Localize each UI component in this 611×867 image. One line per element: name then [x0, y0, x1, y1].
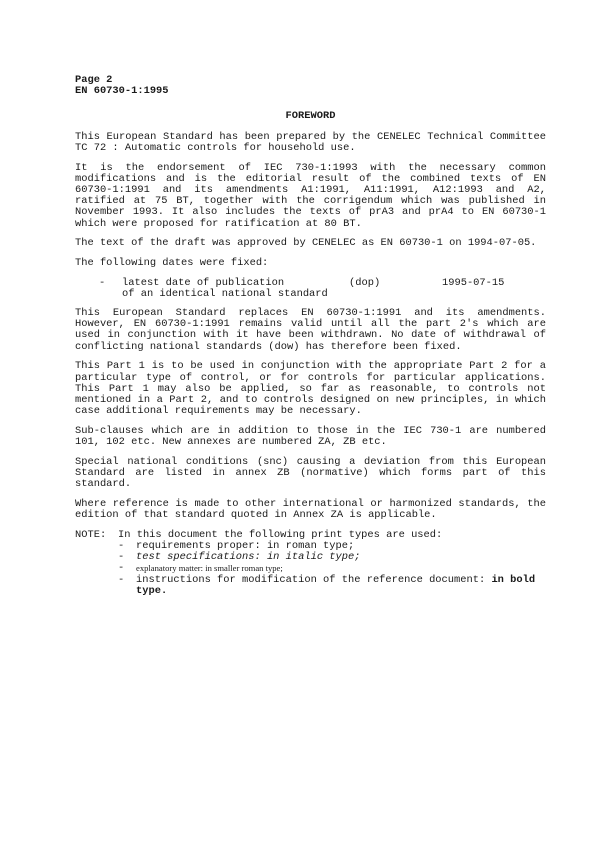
note-intro: In this document the following print types are used: — [118, 528, 443, 541]
list-item: - test specifications: in italic type; — [118, 551, 361, 564]
paragraph-1: This European Standard has been prepared by the CENELEC Technical Committee TC 72 : Automatic controls for household use. — [75, 130, 546, 154]
note-list — [118, 541, 546, 597]
paragraph-7: Sub-clauses which are in addition to those in the IEC 730-1 are numbered 101, 102 etc. New annexes are numbered ZA, ZB etc. — [75, 424, 546, 449]
date-value: 1995-07-15 — [442, 276, 505, 289]
date-label-continuation: of an identical national standard — [122, 287, 328, 300]
paragraph-5: This European Standard replaces EN 60730-1:1991 and its amendments. However, EN 60730-1:1991 remains valid until all the part 2's which are used in conjunction with it have been withdrawn. No date of withdrawal of conflicting national standards (dow) has therefore been fixed. — [75, 307, 546, 353]
page-title: FOREWORD — [285, 110, 336, 123]
note-block — [75, 530, 546, 597]
list-dash: - — [99, 276, 106, 289]
note-label: NOTE: — [75, 528, 107, 541]
paragraph-8: Special national conditions (snc) causing a deviation from this European Standard are listed in annex ZB (normative) which forms part of this standard. — [75, 455, 546, 491]
paragraph-6: This Part 1 is to be used in conjunction with the appropriate Part 2 for a particular type of control, or for controls for particular applications. This Part 1 may also be applied, so far as reasonable, to controls not mentioned in a Part 2, and to controls designed on new principles, in which case additional requirements may be necessary. — [75, 360, 546, 418]
list-item: - requirements proper: in roman type; — [118, 540, 355, 552]
date-abbreviation: (dop) — [349, 276, 381, 289]
date-label: latest date of publication — [122, 276, 285, 289]
page-number: Page 2 — [75, 74, 113, 86]
paragraph-9: Where reference is made to other international or harmonized standards, the edition of that standard quoted in Annex ZA is applicable. — [75, 497, 546, 522]
document-page — [75, 75, 546, 597]
list-item: - explanatory matter: in smaller roman type; — [118, 562, 283, 575]
standard-number: EN 60730-1:1995 — [75, 85, 169, 98]
paragraph-3: The text of the draft was approved by CENELEC as EN 60730-1 on 1994-07-05. — [75, 237, 537, 250]
paragraph-2: It is the endorsement of IEC 730-1:1993 with the necessary common modifications and is the editorial result of the combined texts of EN 60730-1:1991 and its amendments A1:1991, A11:1991, A12:1993 and A2, ratified at 75 BT, together with the corrigendum which was published in November 1993. It also includes the texts of prA3 and prA4 to EN 60730-1 which were proposed for ratification at 80 BT. — [75, 161, 546, 230]
list-item: - instructions for modification of the reference document: in bold type. — [118, 573, 536, 597]
note-item-bold: in bold type. — [136, 573, 536, 597]
note-item-text: instructions for modification of the reference document: — [136, 573, 486, 586]
paragraph-4: The following dates were fixed: — [75, 256, 269, 269]
dates-table — [75, 278, 546, 300]
